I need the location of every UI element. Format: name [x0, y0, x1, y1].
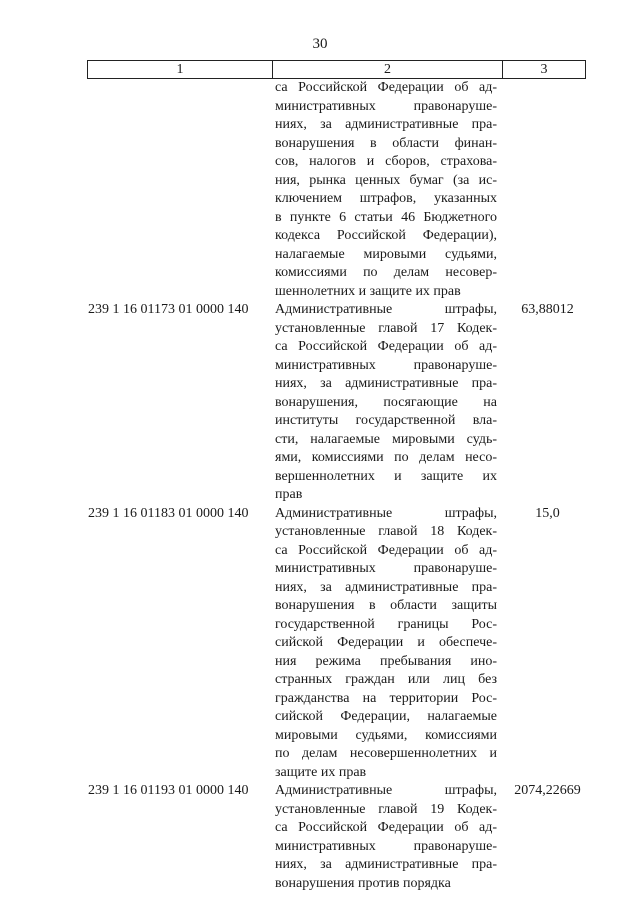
budget-classification-code: 239 1 16 01193 01 0000 140: [88, 783, 249, 798]
amount-value: 15,0: [535, 505, 560, 521]
table-row: [0, 301, 640, 505]
description-line: ния режима пребывания ино-: [275, 653, 497, 669]
description-text: [275, 782, 497, 893]
description-line: са Российской Федерации об ад-: [275, 339, 497, 354]
description-line: вонарушения в области финан-: [275, 135, 497, 151]
description-line: налагаемые мировыми судьями,: [275, 246, 497, 262]
page-number: 30: [312, 36, 328, 52]
description-line: вонарушения в области защиты: [275, 598, 497, 613]
description-line: Административные штрафы,: [275, 783, 497, 798]
description-line: странных граждан или лиц без: [275, 672, 497, 687]
description-line: ями, комиссиями по делам несо-: [275, 450, 497, 465]
column-header-3: 3: [503, 61, 586, 79]
description-line: институты государственной вла-: [275, 413, 497, 428]
amount-value: 63,88012: [521, 302, 574, 317]
description-line: сов, налогов и сборов, страхова-: [275, 154, 497, 169]
amount-value: 2074,22669: [514, 783, 581, 798]
description-line: вонарушения, посягающие на: [275, 394, 497, 410]
description-line: вершеннолетних и защите их: [275, 468, 497, 484]
column-header-1: 1: [88, 61, 273, 79]
description-line: ния, рынка ценных бумаг (за ис-: [275, 172, 497, 188]
description-line: ниях, за административные пра-: [275, 579, 497, 595]
description-text: [275, 301, 497, 505]
description-line: са Российской Федерации об ад-: [275, 80, 497, 95]
description-line: гражданства на территории Рос-: [275, 690, 497, 706]
description-line: в пункте 6 статьи 46 Бюджетного: [275, 209, 497, 225]
table-row: [0, 505, 640, 783]
description-line: сти, налагаемые мировыми судь-: [275, 431, 497, 447]
description-line: Административные штрафы,: [275, 505, 497, 521]
column-header-2: 2: [273, 61, 503, 79]
budget-classification-code: 239 1 16 01183 01 0000 140: [88, 505, 249, 521]
description-line: сийской Федерации и обеспече-: [275, 635, 497, 650]
description-line: установленные главой 18 Кодек-: [275, 524, 497, 539]
description-line: министративных правонаруше-: [275, 357, 497, 373]
description-line: Административные штрафы,: [275, 302, 497, 317]
description-line: сийской Федерации, налагаемые: [275, 709, 497, 724]
budget-classification-code: 239 1 16 01173 01 0000 140: [88, 302, 249, 317]
description-line: шеннолетних и защите их прав: [275, 283, 461, 299]
description-line: прав: [275, 487, 303, 502]
description-line: са Российской Федерации об ад-: [275, 820, 497, 835]
description-line: вонарушения против порядка: [275, 875, 451, 891]
description-text: [275, 79, 497, 301]
description-line: по делам несовершеннолетних и: [275, 746, 497, 761]
description-line: комиссиями по делам несовер-: [275, 265, 497, 280]
description-line: министративных правонаруше-: [275, 98, 497, 114]
description-line: мировыми судьями, комиссиями: [275, 727, 497, 743]
description-line: государственной границы Рос-: [275, 616, 497, 632]
description-line: министративных правонаруше-: [275, 561, 497, 576]
description-line: защите их прав: [275, 764, 367, 780]
description-line: министративных правонаруше-: [275, 838, 497, 854]
description-text: [275, 505, 497, 783]
table-body: [0, 79, 640, 893]
description-line: кодекса Российской Федерации),: [275, 228, 497, 243]
table-row: [0, 79, 640, 301]
description-line: ниях, за административные пра-: [275, 117, 497, 132]
description-line: ключением штрафов, указанных: [275, 191, 497, 206]
description-line: ниях, за административные пра-: [275, 857, 497, 872]
description-line: са Российской Федерации об ад-: [275, 542, 497, 558]
table-row: [0, 782, 640, 893]
description-line: установленные главой 17 Кодек-: [275, 320, 497, 336]
description-line: установленные главой 19 Кодек-: [275, 801, 497, 817]
column-header-row: [87, 60, 586, 79]
description-line: ниях, за административные пра-: [275, 376, 497, 391]
